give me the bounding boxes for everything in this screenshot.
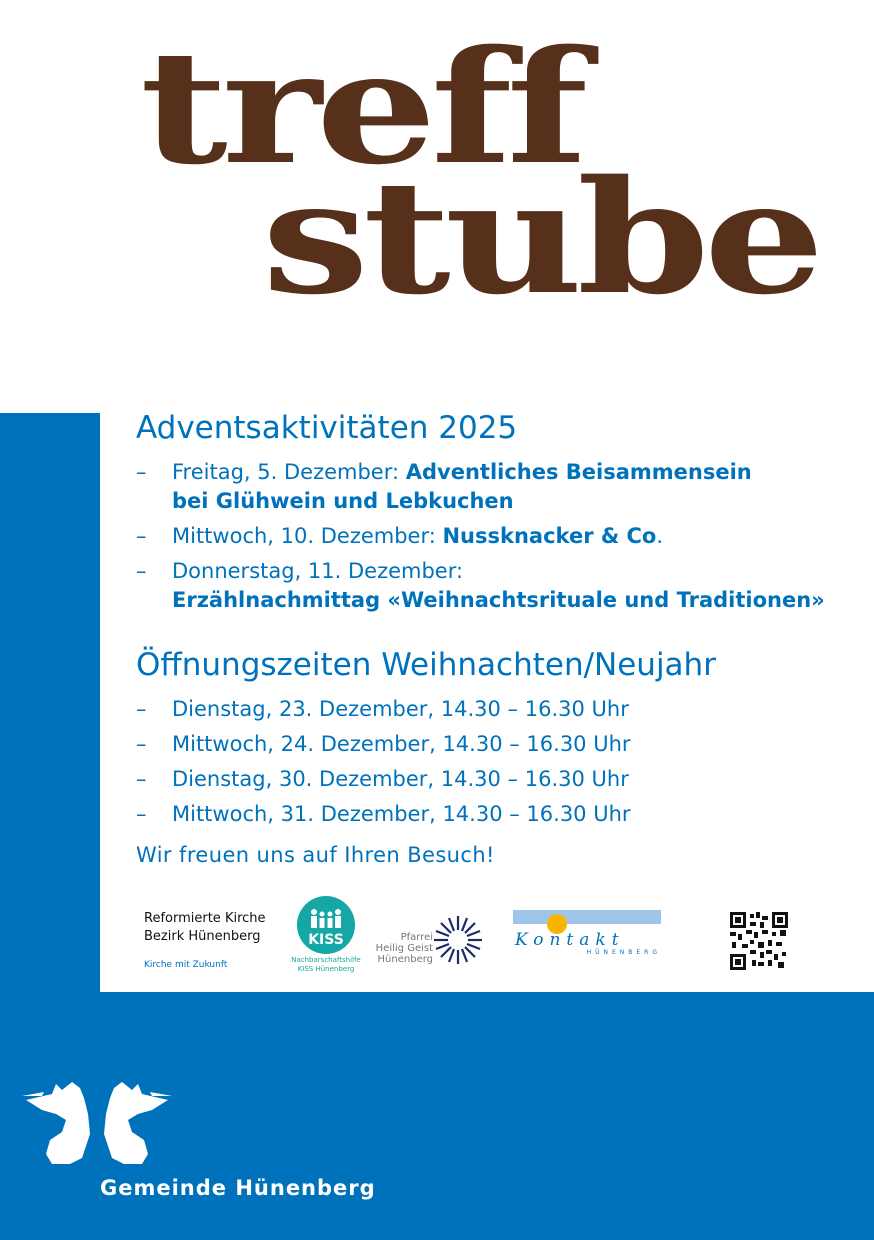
hours-text: Mittwoch, 24. Dezember, 14.30 – 16.30 Uhr [172, 732, 631, 756]
logo-treff: treff [140, 16, 583, 199]
greeting: Wir freuen uns auf Ihren Besuch! [136, 843, 495, 867]
list-item [136, 458, 836, 516]
hours-text: Mittwoch, 31. Dezember, 14.30 – 16.30 Uhr [172, 802, 631, 826]
people-icon [309, 908, 343, 930]
blue-side-band [0, 413, 100, 993]
list-item [136, 557, 836, 615]
item-title-2: bei Glühwein und Lebkuchen [172, 489, 514, 513]
dash: – [136, 460, 147, 484]
content-area [136, 408, 836, 867]
gemeinde-name: Gemeinde Hünenberg [100, 1176, 376, 1200]
hours-heading: Öffnungszeiten Weihnachten/Neujahr [136, 647, 716, 683]
pfarrei-text [376, 932, 433, 965]
kontakt-name: Kontakt [515, 930, 625, 950]
dash: – [136, 767, 147, 791]
kontakt-logo [513, 910, 661, 960]
list-item [136, 522, 836, 551]
item-title: Erzählnachmittag «Weihnachtsrituale und Traditionen» [172, 588, 825, 612]
item-title: Nussknacker & Co [442, 524, 657, 548]
kontakt-bar [513, 910, 661, 924]
hours-text: Dienstag, 30. Dezember, 14.30 – 16.30 Uhr [172, 767, 629, 791]
ref-tagline: Kirche mit Zukunft [144, 960, 228, 970]
dash: – [136, 524, 147, 548]
kiss-logo [290, 896, 362, 974]
list-item [136, 695, 836, 724]
item-title: Adventliches Beisammensein [405, 460, 752, 484]
dash: – [136, 697, 147, 721]
list-item [136, 800, 836, 829]
ref-line1: Reformierte Kirche [144, 911, 266, 926]
item-suffix: . [656, 524, 664, 548]
dash: – [136, 559, 147, 583]
hours-list [136, 695, 836, 829]
kiss-circle [297, 896, 355, 954]
kiss-name: KISS [308, 932, 344, 948]
pfarrei-logo [375, 912, 495, 972]
unicorn-crest-icon [22, 1074, 172, 1166]
dash: – [136, 732, 147, 756]
kontakt-sub: HÜNENBERG [586, 949, 661, 956]
advent-list [136, 458, 836, 615]
item-date: Donnerstag, 11. Dezember: [172, 559, 464, 583]
item-date: Freitag, 5. Dezember: [172, 460, 406, 484]
item-date: Mittwoch, 10. Dezember: [172, 524, 443, 548]
logo-stube: stube [262, 146, 819, 329]
list-item [136, 730, 836, 759]
kiss-caption-2: KISS Hünenberg [297, 965, 355, 973]
pfarrei-line2: Heilig Geist [375, 943, 433, 954]
sunburst-icon [430, 912, 486, 968]
kiss-caption-1: Nachbarschaftshilfe [291, 956, 361, 964]
dash: – [136, 802, 147, 826]
pfarrei-line3: Hünenberg [377, 954, 433, 965]
qr-code-icon [730, 912, 788, 970]
reformierte-kirche-logo [144, 910, 266, 974]
list-item [136, 765, 836, 794]
ref-line2: Bezirk Hünenberg [144, 929, 261, 944]
hours-text: Dienstag, 23. Dezember, 14.30 – 16.30 Uhr [172, 697, 629, 721]
advent-heading: Adventsaktivitäten 2025 [136, 410, 518, 446]
pfarrei-line1: Pfarrei [400, 932, 433, 943]
